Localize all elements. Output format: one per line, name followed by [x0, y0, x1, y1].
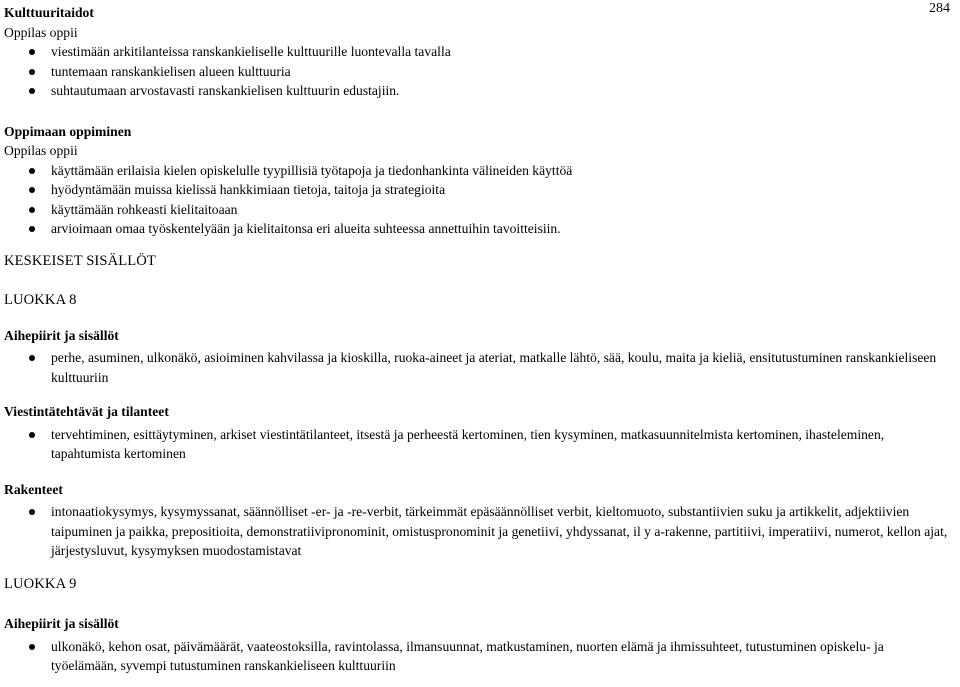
- list-item-text: viestimään arkitilanteissa ranskankieliselle kulttuurille luontevalla tavalla: [51, 44, 451, 59]
- list-item-text: suhtautumaan arvostavasti ranskankielisen kulttuurin edustajiin.: [51, 83, 400, 98]
- bullet-icon: [29, 168, 35, 174]
- bullet-icon: [29, 49, 35, 55]
- bullet-icon: [29, 226, 35, 232]
- bullet-icon: [29, 509, 35, 515]
- list-oppimaan-oppiminen: [4, 161, 952, 239]
- heading-aihepiirit-8: Aihepiirit ja sisällöt: [4, 327, 119, 343]
- list-item: [4, 81, 952, 101]
- list-item-text: hyödyntämään muissa kielissä hankkimiaan tietoja, taitoja ja strategioita: [51, 182, 446, 197]
- bullet-icon: [29, 355, 35, 361]
- list-aihepiirit-8: [4, 348, 952, 387]
- bullet-icon: [29, 88, 35, 94]
- bullet-icon: [29, 432, 35, 438]
- list-item: [4, 200, 952, 220]
- bullet-icon: [29, 69, 35, 75]
- heading-luokka-9: LUOKKA 9: [4, 575, 77, 592]
- list-item-text: perhe, asuminen, ulkonäkö, asioiminen kahvilassa ja kioskilla, ruoka-aineet ja ateriat, matkalle lähtö, sää, koulu, maita ja kieliä, ensitutustuminen ranskankieliseen kulttuuriin: [51, 350, 937, 385]
- list-item: [4, 219, 952, 239]
- intro-kulttuuritaidot: Oppilas oppii: [4, 24, 78, 40]
- document-page: [4, 3, 952, 676]
- list-item-text: tervehtiminen, esittäytyminen, arkiset viestintätilanteet, itsestä ja perheestä kertominen, tien kysyminen, matkasuunnitelmista kertominen, ihasteleminen, tapahtumista kertominen: [51, 426, 885, 461]
- heading-oppimaan-oppiminen: Oppimaan oppiminen: [4, 123, 132, 139]
- page-number: 284: [929, 1, 950, 16]
- bullet-icon: [29, 207, 35, 213]
- list-item: [4, 42, 952, 62]
- list-item: [4, 62, 952, 82]
- list-item: [4, 161, 952, 181]
- list-item: [4, 637, 952, 676]
- heading-luokka-8: LUOKKA 8: [4, 292, 77, 308]
- list-item-text: käyttämään rohkeasti kielitaitoaan: [51, 201, 238, 217]
- list-item-text: intonaatiokysymys, kysymyssanat, säännölliset -er- ja -re-verbit, tärkeimmät epäsäännölliset verbit, kieltomuoto, substantiivien suku ja artikkelit, adjektiivien taipuminen ja paikka, prepositioita, demonstratiivipronominit, omistuspronominit ja genetiivi, yhdyssanat, il y a-rakenne, partitiivi, imperatiivi, numerot, kellon ajat, järjestysluvut, kysymyksen muodostamistavat: [51, 504, 948, 558]
- heading-aihepiirit-9: Aihepiirit ja sisällöt: [4, 616, 119, 631]
- intro-oppimaan-oppiminen: Oppilas oppii: [4, 143, 78, 158]
- heading-kulttuuritaidot: Kulttuuritaidot: [4, 5, 94, 20]
- list-item-text: ulkonäkö, kehon osat, päivämäärät, vaateostoksilla, ravintolassa, ilmansuunnat, matkustaminen, nuorten elämä ja ihmissuhteet, tutustuminen opiskelu- ja työelämään, syvempi tutustuminen ranskankieliseen kulttuuriin: [51, 638, 884, 673]
- list-aihepiirit-9: [4, 637, 952, 676]
- heading-keskeiset-sisallot: KESKEISET SISÄLLÖT: [4, 252, 156, 269]
- list-item: [4, 348, 952, 387]
- heading-viestintatehtavat: Viestintätehtävät ja tilanteet: [4, 404, 169, 419]
- list-item-text: arvioimaan omaa työskentelyään ja kielitaitonsa eri alueita suhteessa annettuihin tavoitteisiin.: [51, 221, 561, 236]
- list-viestintatehtavat: [4, 425, 952, 464]
- bullet-icon: [29, 187, 35, 193]
- list-item: [4, 425, 952, 464]
- list-kulttuuritaidot: [4, 42, 952, 101]
- list-item-text: käyttämään erilaisia kielen opiskelulle tyypillisiä työtapoja ja tiedonhankinta välineiden käyttöä: [51, 162, 573, 178]
- heading-rakenteet: Rakenteet: [4, 481, 63, 497]
- bullet-icon: [29, 644, 35, 650]
- list-item: [4, 180, 952, 200]
- list-rakenteet: [4, 502, 952, 561]
- list-item-text: tuntemaan ranskankielisen alueen kulttuuria: [51, 63, 291, 79]
- list-item: [4, 502, 952, 561]
